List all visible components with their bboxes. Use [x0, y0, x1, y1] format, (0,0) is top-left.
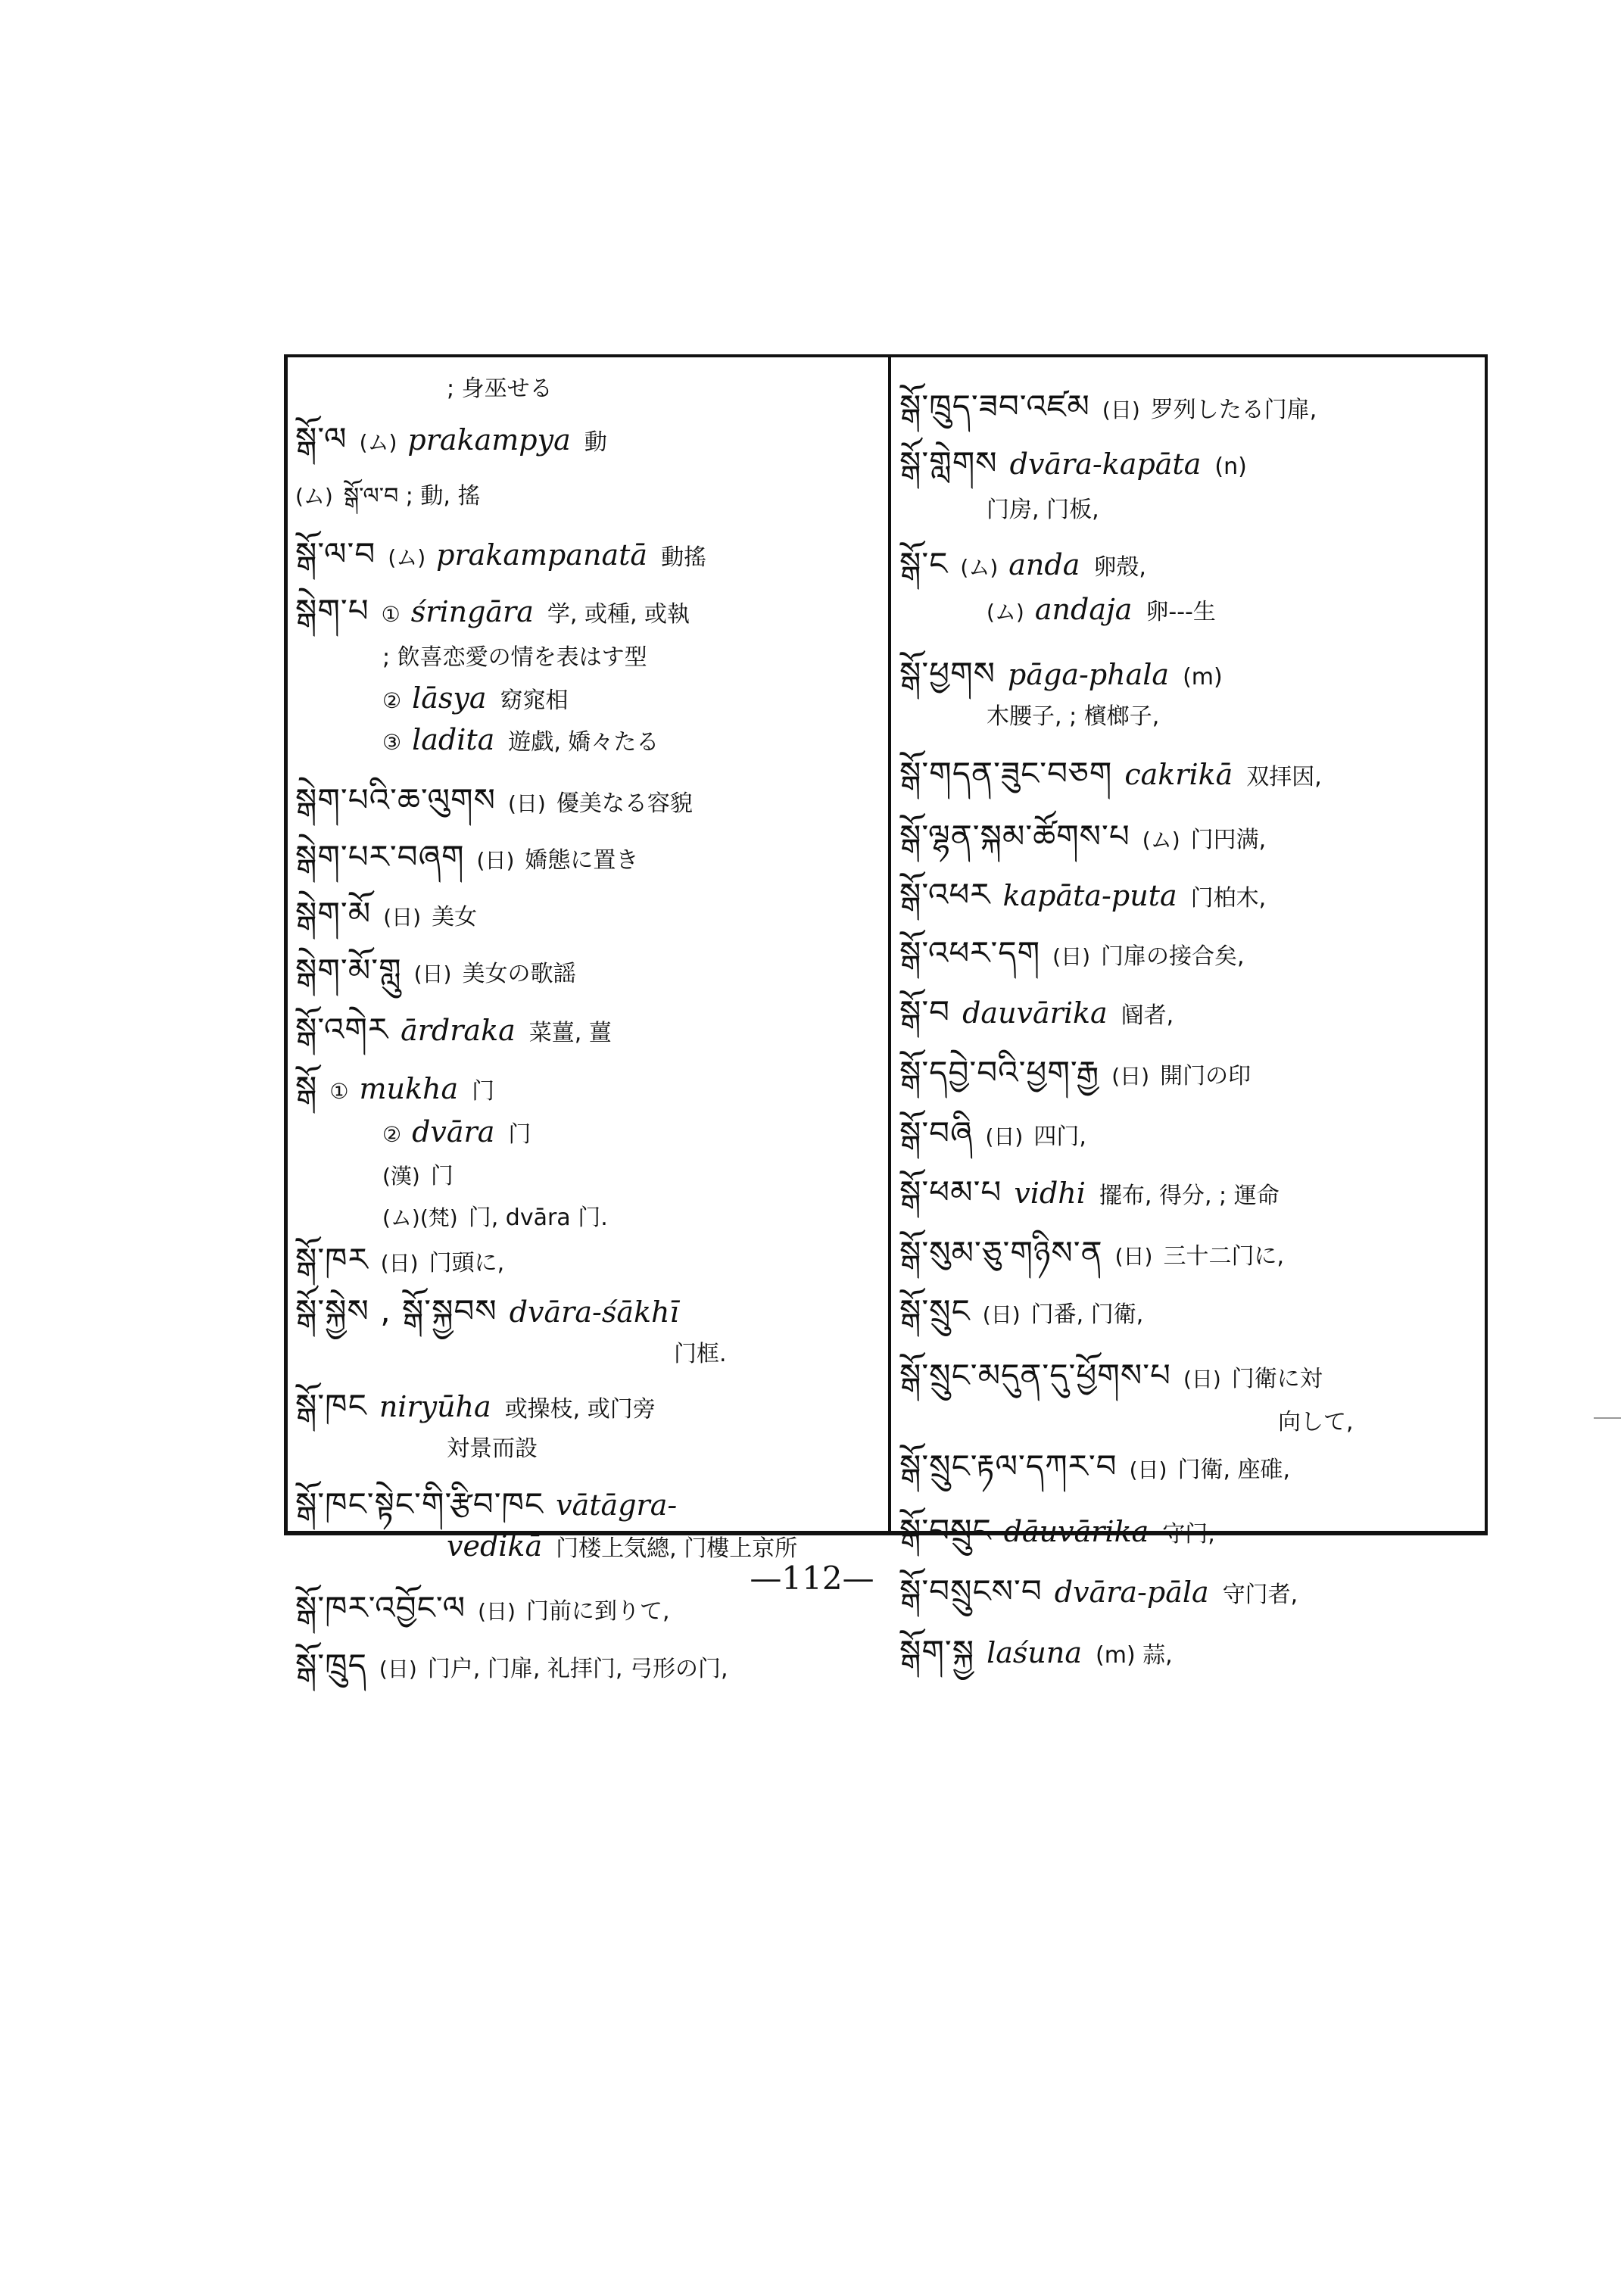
entry-marker: ② [382, 688, 402, 713]
column-divider [888, 357, 891, 1531]
tibetan-headword: སྒོ་བ [899, 993, 951, 1030]
dictionary-entry [295, 535, 882, 573]
entry-marker: (日) [379, 1657, 417, 1682]
sanskrit-term: vedikā [447, 1529, 543, 1563]
dictionary-entry [899, 655, 1486, 693]
sanskrit-term: cakrikā [1124, 758, 1233, 791]
japanese-gloss: 卵殻, [1093, 554, 1146, 581]
sanskrit-term: vātāgra- [556, 1488, 678, 1522]
entry-marker: (ム)(梵) [382, 1205, 458, 1230]
dictionary-entry [295, 1292, 882, 1329]
japanese-gloss: 门框. [674, 1341, 727, 1367]
tibetan-headword: སྒོ་ཁྲུད [295, 1647, 367, 1684]
tibetan-headword: སྒོ་འགེར [295, 1011, 389, 1048]
dictionary-entry [295, 1338, 882, 1370]
dictionary-entry [295, 1117, 882, 1150]
japanese-gloss: 门 [472, 1078, 495, 1105]
dictionary-entry [295, 1432, 882, 1464]
sanskrit-term: pāga-phala [1008, 658, 1170, 691]
entry-marker: (日) [1183, 1367, 1221, 1392]
entry-marker: (日) [1129, 1457, 1167, 1482]
japanese-gloss: 遊戯, 嬌々たる [508, 729, 659, 756]
dictionary-entry [899, 818, 1486, 856]
entry-marker: (ム) [359, 430, 397, 455]
dictionary-entry [295, 683, 882, 716]
tibetan-headword: སྒེག་པའི་ཆ་ལུགས [295, 781, 496, 818]
dictionary-entry [295, 372, 882, 404]
japanese-gloss: (m) 蒜, [1096, 1642, 1173, 1669]
right-column [899, 357, 1486, 1670]
dictionary-entry [899, 1234, 1486, 1272]
tibetan-headword: སྒོ་ཕྱགས [899, 655, 996, 692]
entry-marker: (ム) [987, 600, 1024, 625]
sanskrit-term: dauvārika [962, 996, 1108, 1030]
sanskrit-term: vidhi [1014, 1177, 1086, 1210]
japanese-gloss: 対景而設 [447, 1435, 538, 1462]
dictionary-entry [899, 934, 1486, 972]
entry-marker: (日) [1114, 1244, 1153, 1269]
dictionary-entry [295, 641, 882, 673]
japanese-gloss: ; 身巫せる [447, 376, 553, 402]
japanese-gloss: 罗列したる门扉, [1150, 397, 1317, 423]
japanese-gloss: 门番, 门衛, [1030, 1301, 1144, 1328]
dictionary-entry [295, 1069, 882, 1107]
japanese-gloss: 守门者, [1222, 1582, 1298, 1608]
sanskrit-term: dvāra-śākhī [509, 1295, 679, 1329]
dictionary-entry [899, 993, 1486, 1031]
dictionary-entry [899, 1357, 1486, 1395]
tibetan-headword: སྒོ་གདན་ཟུང་བཅག [899, 755, 1113, 792]
dictionary-entry [899, 700, 1486, 732]
tibetan-headword: སྒོ་དབྱེ་བའི་ཕྱག་རྒྱ [899, 1054, 1100, 1091]
japanese-gloss: 或操枝, 或门旁 [504, 1396, 656, 1423]
tibetan-headword: སྒོ་ཁང་སྟེང་གི་རྩིབ་ཁང [295, 1485, 544, 1523]
japanese-gloss: 门 [430, 1163, 454, 1189]
tibetan-headword: སྒེག་པ [295, 592, 369, 629]
tibetan-headword: སྒོ་སྲུང་མདུན་དུ་ཕྱོགས་པ [899, 1357, 1171, 1394]
tibetan-headword: སྒོ་ཁང [295, 1387, 367, 1424]
entry-marker: (ム) [1142, 828, 1180, 852]
tibetan-headword: སྒོ་བཞི [899, 1114, 974, 1152]
japanese-gloss: 向して, [1278, 1409, 1354, 1435]
entry-marker: (日) [476, 848, 515, 873]
dictionary-entry [899, 1292, 1486, 1330]
japanese-gloss: 木腰子, ; 檳榔子, [987, 703, 1160, 730]
japanese-gloss: 门衛, 座碓, [1177, 1457, 1291, 1483]
tibetan-headword: སྒོ་ལ [295, 420, 348, 457]
dictionary-entry [295, 725, 882, 758]
entry-marker: (日) [507, 791, 546, 816]
japanese-gloss: 双拝因, [1246, 764, 1322, 790]
dictionary-entry [295, 952, 882, 990]
dictionary-entry [295, 838, 882, 876]
entry-marker: (ム) [960, 555, 999, 580]
japanese-gloss: 卵---生 [1146, 599, 1216, 625]
entry-marker: (日) [1102, 397, 1140, 422]
japanese-gloss: 门户, 门扉, 礼拝门, 弓形の门, [427, 1656, 728, 1682]
japanese-gloss: 学, 或種, 或執 [547, 601, 690, 628]
japanese-gloss: 擺布, 得分, ; 運命 [1099, 1183, 1280, 1209]
entry-marker: (日) [380, 1251, 419, 1276]
tibetan-headword: སྒོ་བསྲུང [899, 1512, 992, 1549]
tibetan-headword: སྒོ་ལྷན་སྐམ་ཚོགས་པ [899, 818, 1130, 855]
japanese-gloss: 门衛に対 [1231, 1366, 1323, 1392]
entry-marker: (日) [478, 1599, 516, 1624]
sanskrit-term: mukha [359, 1072, 459, 1105]
japanese-gloss: 美女の歌謡 [462, 961, 576, 987]
sanskrit-term: niryūha [379, 1390, 491, 1423]
japanese-gloss: 窈窕相 [500, 687, 569, 714]
dictionary-entry [899, 876, 1486, 914]
dictionary-entry [899, 545, 1486, 583]
japanese-gloss: (n) [1214, 454, 1247, 480]
tibetan-headword: སྒོ་སུམ་ཅུ་གཉིས་ན [899, 1234, 1103, 1271]
tibetan-headword: སྒེག་པར་བཞག [295, 838, 465, 875]
entry-marker: (日) [383, 905, 422, 930]
japanese-gloss: 门柏木, [1190, 885, 1267, 912]
dictionary-entry [295, 592, 882, 630]
tibetan-headword: སྒོ་ང [899, 545, 949, 582]
dictionary-entry [295, 1485, 882, 1523]
tibetan-headword: སྒོ་ཕམ་པ [899, 1173, 1002, 1211]
dictionary-entry [899, 1406, 1486, 1438]
dictionary-entry [295, 1202, 882, 1233]
entry-marker: ② [382, 1122, 402, 1147]
sanskrit-term: śringāra [410, 595, 534, 628]
sanskrit-term: prakampya [407, 423, 571, 457]
dictionary-entry [899, 1633, 1486, 1671]
tibetan-headword: སྒོ་འཕར་དག [899, 934, 1041, 971]
entry-marker: (日) [982, 1302, 1021, 1327]
japanese-gloss: 菜薑, 薑 [528, 1020, 612, 1046]
dictionary-entry [295, 1589, 882, 1627]
tibetan-headword: སྒོ་ཁར [295, 1241, 369, 1278]
margin-mark [1594, 1417, 1621, 1419]
tibetan-headword: སྒོ་ལ་བ [295, 535, 376, 572]
sanskrit-term: laśuna [987, 1636, 1083, 1669]
japanese-gloss: 门房, 门板, [987, 497, 1099, 523]
tibetan-headword: སྒོ་སྲུང [899, 1292, 971, 1329]
sanskrit-term: kapāta-puta [1002, 879, 1177, 912]
tibetan-headword: སྒོ་ཁར་འབྱོང་ལ [295, 1589, 466, 1626]
dictionary-entry [295, 895, 882, 933]
japanese-gloss: 门前に到りて, [525, 1598, 670, 1625]
dictionary-entry [899, 1054, 1486, 1092]
japanese-gloss: ; 飲喜恋愛の情を表はす型 [382, 644, 647, 671]
dictionary-entry [899, 1512, 1486, 1550]
tibetan-headword: སྒོ་ཁྲུད་ཟབ་འཛམ [899, 388, 1090, 425]
japanese-gloss: 四门, [1033, 1124, 1086, 1150]
tibetan-headword: སྒེག་མོ [295, 895, 372, 932]
sanskrit-term: anda [1008, 548, 1080, 581]
japanese-gloss: 门, dvāra 门. [468, 1205, 608, 1231]
dictionary-entry [295, 480, 882, 512]
dictionary-entry [295, 420, 882, 458]
dictionary-entry [899, 494, 1486, 525]
entry-marker: ① [329, 1079, 349, 1104]
dictionary-entry [899, 1114, 1486, 1152]
japanese-gloss: 守门, [1162, 1521, 1215, 1548]
entry-marker: ③ [382, 730, 402, 755]
sanskrit-term: dvāra-kapāta [1009, 447, 1202, 481]
japanese-gloss: སྒོ་ལ་བ ; 動, 搖 [343, 483, 481, 510]
dictionary-entry [295, 1387, 882, 1425]
dictionary-entry [295, 1241, 882, 1279]
japanese-gloss: 美女 [432, 904, 478, 930]
dictionary-entry [295, 1160, 882, 1192]
japanese-gloss: 三十二门に, [1163, 1243, 1284, 1270]
japanese-gloss: 门円满, [1190, 827, 1267, 853]
tibetan-headword: སྒོ་འཕར [899, 876, 991, 913]
japanese-gloss: 動 [584, 429, 607, 456]
tibetan-headword: སྒོ་བསྲུངས་བ [899, 1572, 1043, 1610]
japanese-gloss: (m) [1183, 664, 1223, 690]
tibetan-headword: སྒོ་གླེགས [899, 444, 998, 482]
japanese-gloss: 開门の印 [1160, 1063, 1252, 1089]
japanese-gloss: 阍者, [1121, 1002, 1174, 1029]
japanese-gloss: 门 [508, 1121, 531, 1148]
japanese-gloss: 優美なる容貌 [556, 790, 693, 817]
japanese-gloss: 動搖 [661, 544, 707, 571]
dictionary-entry [899, 444, 1486, 482]
sanskrit-term: andaja [1034, 593, 1133, 626]
japanese-gloss: 门頭に, [429, 1250, 505, 1276]
page-number: —112— [750, 1560, 874, 1597]
sanskrit-term: ārdraka [401, 1014, 516, 1047]
dictionary-entry [899, 755, 1486, 793]
dictionary-entry [899, 594, 1486, 628]
entry-marker: (日) [413, 962, 452, 986]
japanese-gloss: 门扉の接合矣, [1101, 943, 1245, 970]
sanskrit-term: lāsya [412, 681, 487, 715]
japanese-gloss: 嬌態に置き [525, 847, 639, 874]
sanskrit-term: ladita [412, 723, 495, 756]
sanskrit-term: prakampanatā [436, 538, 648, 572]
dictionary-entry [899, 1173, 1486, 1211]
dictionary-entry [295, 781, 882, 819]
tibetan-headword: སྒོ་སྲུང་རྟལ་དཀར་བ [899, 1448, 1117, 1485]
sanskrit-term: dāuvārika [1003, 1515, 1149, 1548]
entry-marker: (日) [985, 1124, 1024, 1149]
entry-marker: ① [381, 602, 401, 627]
dictionary-entry [295, 1011, 882, 1049]
sanskrit-term: dvāra-pāla [1054, 1576, 1209, 1609]
sanskrit-term: dvāra [412, 1115, 495, 1149]
tibetan-headword: སྒོ་སྐྱེས , སྒོ་སྐྱབས [295, 1292, 497, 1329]
entry-marker: (ム) [295, 484, 333, 509]
tibetan-headword: སྒོག་སྐྱ [899, 1633, 975, 1670]
dictionary-entry [899, 1448, 1486, 1485]
tibetan-headword: སྒོ [295, 1069, 318, 1106]
entry-marker: (ム) [388, 545, 426, 570]
entry-marker: (漢) [382, 1164, 420, 1189]
tibetan-headword: སྒེག་མོ་གླུ [295, 952, 402, 989]
dictionary-entry [295, 1647, 882, 1685]
japanese-gloss: 门楼上気總, 门樓上京所 [556, 1535, 798, 1562]
entry-marker: (日) [1052, 944, 1091, 969]
entry-marker: (日) [1111, 1064, 1150, 1089]
dictionary-entry [899, 388, 1486, 425]
